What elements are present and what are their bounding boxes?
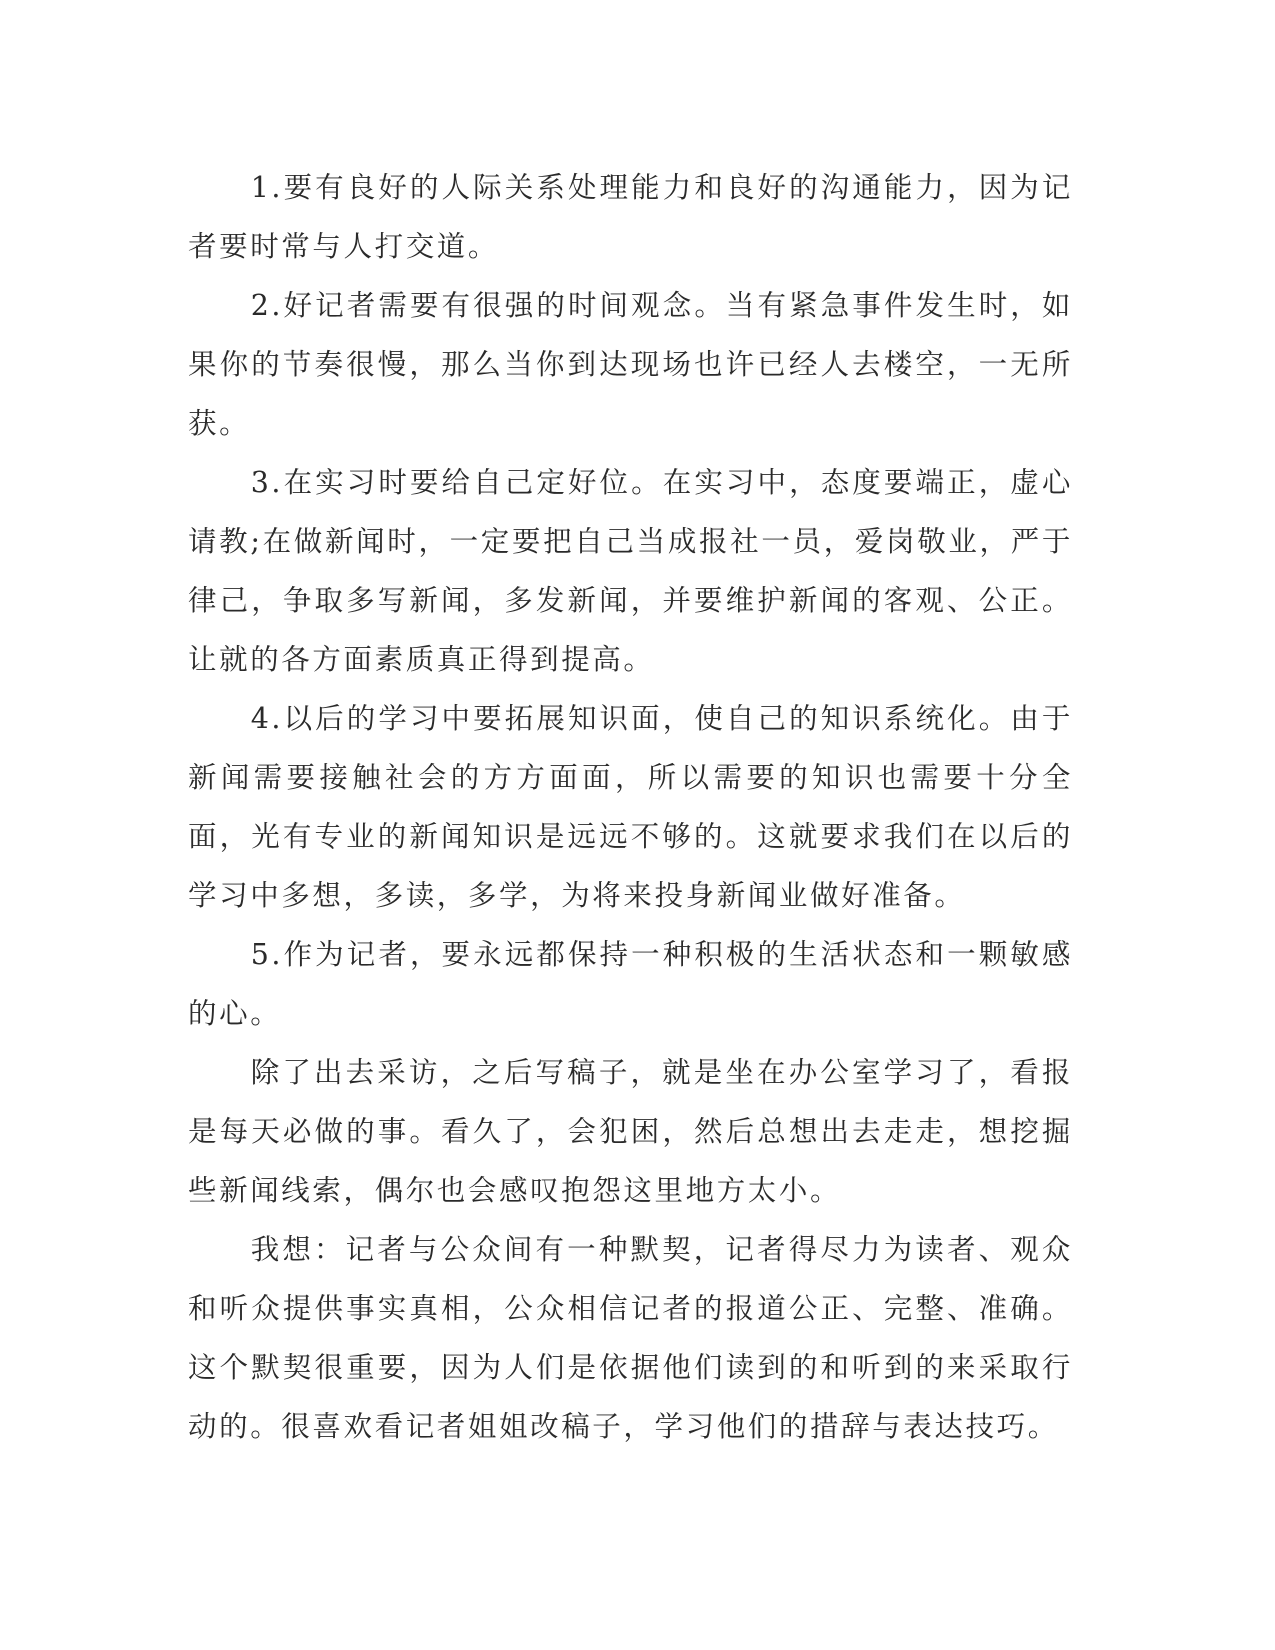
paragraph-point-4: 4.以后的学习中要拓展知识面，使自己的知识系统化。由于新闻需要接触社会的方方面面，所以需要的知识也需要十分全面，光有专业的新闻知识是远远不够的。这就要求我们在以后的学习中多想，多读，多学，为将来投身新闻业做好准备。	[188, 702, 1073, 912]
paragraph-point-1: 1.要有良好的人际关系处理能力和良好的沟通能力，因为记者要时常与人打交道。	[188, 171, 1073, 263]
document-body	[188, 158, 1073, 1456]
paragraph-point-2: 2.好记者需要有很强的时间观念。当有紧急事件发生时，如果你的节奏很慢，那么当你到达现场也许已经人去楼空，一无所获。	[188, 289, 1073, 440]
paragraph-point-5: 5.作为记者，要永远都保持一种积极的生活状态和一颗敏感的心。	[188, 938, 1073, 1030]
paragraph-point-3: 3.在实习时要给自己定好位。在实习中，态度要端正，虚心请教;在做新闻时，一定要把自己当成报社一员，爱岗敬业，严于律己，争取多写新闻，多发新闻，并要维护新闻的客观、公正。让就的各方面素质真正得到提高。	[188, 466, 1073, 676]
paragraph-reflection: 我想：记者与公众间有一种默契，记者得尽力为读者、观众和听众提供事实真相，公众相信记者的报道公正、完整、准确。这个默契很重要，因为人们是依据他们读到的和听到的来采取行动的。很喜欢看记者姐姐改稿子，学习他们的措辞与表达技巧。	[188, 1233, 1073, 1443]
paragraph-office-study: 除了出去采访，之后写稿子，就是坐在办公室学习了，看报是每天必做的事。看久了，会犯困，然后总想出去走走，想挖掘些新闻线索，偶尔也会感叹抱怨这里地方太小。	[188, 1056, 1073, 1207]
